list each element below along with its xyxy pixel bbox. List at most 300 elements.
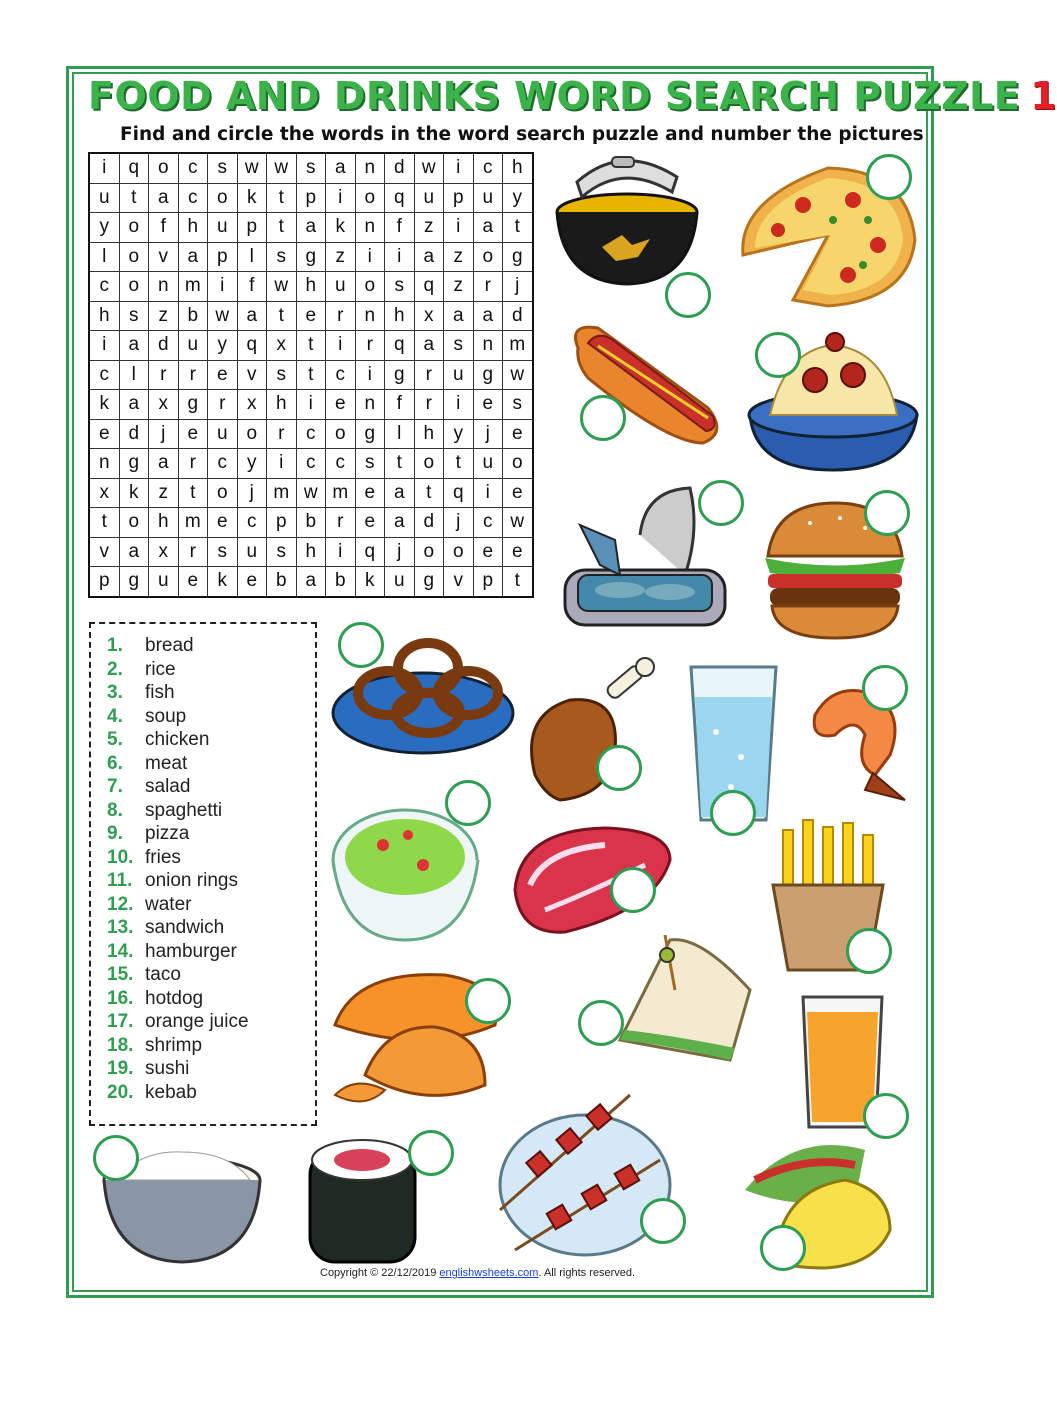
- grid-cell[interactable]: t: [178, 478, 208, 508]
- grid-cell[interactable]: x: [267, 331, 297, 361]
- grid-cell[interactable]: e: [326, 390, 356, 420]
- grid-cell[interactable]: t: [385, 449, 415, 479]
- copyright: [320, 1267, 635, 1279]
- grid-cell[interactable]: c: [89, 360, 119, 390]
- grid-cell[interactable]: z: [149, 301, 179, 331]
- grid-cell[interactable]: g: [473, 360, 503, 390]
- answer-circle-hotdog[interactable]: [580, 395, 626, 441]
- grid-cell[interactable]: j: [149, 419, 179, 449]
- grid-cell[interactable]: m: [267, 478, 297, 508]
- grid-cell[interactable]: d: [414, 508, 444, 538]
- grid-cell[interactable]: c: [89, 272, 119, 302]
- grid-cell[interactable]: r: [326, 301, 356, 331]
- grid-cell[interactable]: u: [326, 272, 356, 302]
- grid-cell[interactable]: n: [355, 390, 385, 420]
- grid-cell[interactable]: y: [89, 213, 119, 243]
- grid-cell[interactable]: r: [414, 360, 444, 390]
- grid-cell[interactable]: k: [355, 567, 385, 597]
- word-search-grid: [88, 152, 534, 598]
- grid-cell[interactable]: a: [119, 537, 149, 567]
- grid-cell[interactable]: e: [208, 360, 238, 390]
- grid-cell[interactable]: b: [267, 567, 297, 597]
- grid-cell[interactable]: z: [444, 272, 474, 302]
- grid-cell[interactable]: c: [326, 449, 356, 479]
- grid-row: [89, 153, 533, 183]
- grid-cell[interactable]: p: [296, 183, 326, 213]
- grid-cell[interactable]: x: [414, 301, 444, 331]
- answer-circle-taco[interactable]: [760, 1225, 806, 1271]
- word-text: soup: [145, 705, 187, 727]
- grid-cell[interactable]: x: [89, 478, 119, 508]
- word-number: 2.: [107, 658, 123, 680]
- grid-cell[interactable]: a: [326, 153, 356, 183]
- grid-cell[interactable]: a: [385, 508, 415, 538]
- grid-cell[interactable]: v: [237, 360, 267, 390]
- grid-cell[interactable]: i: [89, 331, 119, 361]
- grid-cell[interactable]: i: [444, 153, 474, 183]
- grid-cell[interactable]: g: [414, 567, 444, 597]
- grid-cell[interactable]: r: [178, 537, 208, 567]
- copyright-link[interactable]: englishwsheets.com: [439, 1267, 539, 1279]
- word-list-item: [107, 1034, 315, 1058]
- grid-cell[interactable]: o: [119, 213, 149, 243]
- word-number: 4.: [107, 705, 123, 727]
- grid-cell[interactable]: z: [444, 242, 474, 272]
- grid-cell[interactable]: s: [267, 537, 297, 567]
- grid-cell[interactable]: o: [208, 183, 238, 213]
- grid-cell[interactable]: r: [355, 331, 385, 361]
- grid-cell[interactable]: o: [237, 419, 267, 449]
- grid-row: [89, 567, 533, 597]
- grid-cell[interactable]: o: [355, 272, 385, 302]
- soup-icon: [552, 152, 702, 292]
- grid-cell[interactable]: m: [178, 508, 208, 538]
- grid-cell[interactable]: d: [119, 419, 149, 449]
- grid-cell[interactable]: v: [444, 567, 474, 597]
- grid-cell[interactable]: j: [237, 478, 267, 508]
- grid-cell[interactable]: e: [355, 478, 385, 508]
- grid-cell[interactable]: k: [208, 567, 238, 597]
- word-list-item: [107, 705, 315, 729]
- word-number: 19.: [107, 1058, 134, 1079]
- grid-cell[interactable]: e: [178, 567, 208, 597]
- grid-row: [89, 537, 533, 567]
- grid-cell[interactable]: i: [385, 242, 415, 272]
- grid-cell[interactable]: p: [473, 567, 503, 597]
- grid-cell[interactable]: l: [119, 360, 149, 390]
- grid-cell[interactable]: e: [473, 390, 503, 420]
- grid-cell[interactable]: d: [503, 301, 533, 331]
- grid-cell[interactable]: s: [444, 331, 474, 361]
- grid-cell[interactable]: w: [503, 360, 533, 390]
- grid-cell[interactable]: w: [414, 153, 444, 183]
- grid-cell[interactable]: h: [503, 153, 533, 183]
- grid-cell[interactable]: o: [473, 242, 503, 272]
- grid-cell[interactable]: e: [473, 537, 503, 567]
- word-text: kebab: [145, 1081, 197, 1103]
- grid-cell[interactable]: i: [355, 242, 385, 272]
- grid-cell[interactable]: a: [296, 567, 326, 597]
- word-text: fries: [145, 846, 181, 868]
- grid-cell[interactable]: s: [503, 390, 533, 420]
- grid-cell[interactable]: p: [267, 508, 297, 538]
- grid-row: [89, 390, 533, 420]
- grid-cell[interactable]: k: [89, 390, 119, 420]
- grid-cell[interactable]: a: [119, 390, 149, 420]
- grid-cell[interactable]: j: [444, 508, 474, 538]
- answer-circle-sandwich[interactable]: [578, 1000, 624, 1046]
- grid-cell[interactable]: s: [355, 449, 385, 479]
- grid-cell[interactable]: g: [296, 242, 326, 272]
- grid-cell[interactable]: i: [267, 449, 297, 479]
- grid-cell[interactable]: u: [208, 213, 238, 243]
- grid-cell[interactable]: e: [503, 478, 533, 508]
- grid-cell[interactable]: b: [178, 301, 208, 331]
- grid-cell[interactable]: k: [119, 478, 149, 508]
- word-number: 3.: [107, 682, 123, 703]
- grid-cell[interactable]: w: [267, 272, 297, 302]
- grid-cell[interactable]: o: [414, 537, 444, 567]
- grid-cell[interactable]: f: [237, 272, 267, 302]
- grid-cell[interactable]: d: [149, 331, 179, 361]
- grid-cell[interactable]: g: [385, 360, 415, 390]
- copyright-prefix: Copyright © 22/12/2019: [320, 1267, 440, 1279]
- grid-cell[interactable]: a: [119, 331, 149, 361]
- word-list-item: [107, 728, 315, 752]
- word-number: 15.: [107, 964, 134, 985]
- grid-row: [89, 183, 533, 213]
- grid-cell[interactable]: a: [149, 183, 179, 213]
- word-text: taco: [145, 964, 181, 985]
- grid-cell[interactable]: m: [503, 331, 533, 361]
- word-number: 6.: [107, 752, 123, 774]
- grid-cell[interactable]: s: [267, 242, 297, 272]
- grid-cell[interactable]: n: [355, 153, 385, 183]
- word-list-item: [107, 799, 315, 823]
- grid-cell[interactable]: p: [237, 213, 267, 243]
- grid-cell[interactable]: c: [326, 360, 356, 390]
- grid-cell[interactable]: j: [473, 419, 503, 449]
- grid-cell[interactable]: y: [237, 449, 267, 479]
- grid-cell[interactable]: i: [296, 390, 326, 420]
- grid-cell[interactable]: p: [208, 242, 238, 272]
- grid-cell[interactable]: m: [178, 272, 208, 302]
- grid-cell[interactable]: r: [178, 360, 208, 390]
- word-text: hamburger: [145, 940, 237, 962]
- grid-cell[interactable]: i: [473, 478, 503, 508]
- grid-cell[interactable]: o: [414, 449, 444, 479]
- word-text: shrimp: [145, 1034, 203, 1056]
- grid-cell[interactable]: y: [444, 419, 474, 449]
- grid-cell[interactable]: h: [385, 301, 415, 331]
- word-text: meat: [145, 752, 188, 774]
- grid-cell[interactable]: x: [237, 390, 267, 420]
- grid-cell[interactable]: p: [89, 567, 119, 597]
- word-number: 9.: [107, 823, 123, 844]
- grid-cell[interactable]: t: [267, 183, 297, 213]
- grid-cell[interactable]: o: [503, 449, 533, 479]
- page-title: [88, 74, 1057, 118]
- grid-cell[interactable]: a: [414, 242, 444, 272]
- grid-cell[interactable]: a: [149, 449, 179, 479]
- grid-cell[interactable]: r: [414, 390, 444, 420]
- grid-cell[interactable]: z: [414, 213, 444, 243]
- grid-cell[interactable]: o: [119, 508, 149, 538]
- word-number: 10.: [107, 846, 134, 868]
- grid-cell[interactable]: x: [149, 537, 179, 567]
- answer-circle-rice[interactable]: [93, 1135, 139, 1181]
- grid-cell[interactable]: g: [119, 567, 149, 597]
- grid-cell[interactable]: t: [267, 213, 297, 243]
- answer-circle-sushi[interactable]: [408, 1130, 454, 1176]
- answer-circle-water[interactable]: [710, 790, 756, 836]
- grid-cell[interactable]: r: [208, 390, 238, 420]
- word-list-item: [107, 775, 315, 799]
- grid-cell[interactable]: g: [355, 419, 385, 449]
- grid-cell[interactable]: a: [178, 242, 208, 272]
- grid-cell[interactable]: i: [326, 183, 356, 213]
- grid-cell[interactable]: o: [444, 537, 474, 567]
- grid-cell[interactable]: w: [237, 153, 267, 183]
- grid-cell[interactable]: u: [237, 537, 267, 567]
- grid-cell[interactable]: i: [326, 331, 356, 361]
- answer-circle-salad[interactable]: [445, 780, 491, 826]
- grid-cell[interactable]: e: [89, 419, 119, 449]
- sandwich-icon: [610, 930, 760, 1065]
- grid-cell[interactable]: u: [473, 183, 503, 213]
- grid-cell[interactable]: a: [296, 213, 326, 243]
- answer-circle-meat[interactable]: [610, 867, 656, 913]
- grid-row: [89, 272, 533, 302]
- grid-cell[interactable]: a: [473, 213, 503, 243]
- grid-cell[interactable]: o: [119, 242, 149, 272]
- grid-cell[interactable]: i: [444, 213, 474, 243]
- grid-cell[interactable]: u: [473, 449, 503, 479]
- grid-cell[interactable]: u: [178, 331, 208, 361]
- grid-cell[interactable]: a: [414, 331, 444, 361]
- grid-cell[interactable]: u: [89, 183, 119, 213]
- grid-cell[interactable]: b: [296, 508, 326, 538]
- grid-cell[interactable]: h: [267, 390, 297, 420]
- grid-cell[interactable]: c: [237, 508, 267, 538]
- grid-cell[interactable]: h: [89, 301, 119, 331]
- grid-cell[interactable]: k: [237, 183, 267, 213]
- grid-cell[interactable]: g: [178, 390, 208, 420]
- grid-cell[interactable]: e: [237, 567, 267, 597]
- grid-cell[interactable]: r: [326, 508, 356, 538]
- grid-cell[interactable]: f: [149, 213, 179, 243]
- grid-cell[interactable]: q: [414, 272, 444, 302]
- grid-cell[interactable]: j: [385, 537, 415, 567]
- grid-cell[interactable]: e: [503, 537, 533, 567]
- answer-circle-spaghetti[interactable]: [755, 332, 801, 378]
- grid-cell[interactable]: w: [208, 301, 238, 331]
- grid-cell[interactable]: h: [414, 419, 444, 449]
- grid-cell[interactable]: q: [385, 331, 415, 361]
- grid-row: [89, 213, 533, 243]
- grid-cell[interactable]: m: [326, 478, 356, 508]
- grid-cell[interactable]: c: [473, 153, 503, 183]
- grid-cell[interactable]: s: [296, 153, 326, 183]
- grid-cell[interactable]: s: [385, 272, 415, 302]
- grid-cell[interactable]: u: [385, 567, 415, 597]
- grid-cell[interactable]: x: [149, 390, 179, 420]
- grid-cell[interactable]: e: [355, 508, 385, 538]
- grid-cell[interactable]: t: [267, 301, 297, 331]
- grid-cell[interactable]: t: [444, 449, 474, 479]
- grid-cell[interactable]: e: [178, 419, 208, 449]
- answer-circle-onion-rings[interactable]: [338, 622, 384, 668]
- grid-cell[interactable]: l: [385, 419, 415, 449]
- grid-cell[interactable]: q: [237, 331, 267, 361]
- grid-cell[interactable]: i: [444, 390, 474, 420]
- word-list-item: [107, 1057, 315, 1081]
- grid-cell[interactable]: o: [326, 419, 356, 449]
- grid-cell[interactable]: h: [296, 537, 326, 567]
- grid-cell[interactable]: w: [296, 478, 326, 508]
- answer-circle-kebab[interactable]: [640, 1198, 686, 1244]
- grid-cell[interactable]: i: [355, 360, 385, 390]
- grid-cell[interactable]: g: [503, 242, 533, 272]
- grid-cell[interactable]: r: [178, 449, 208, 479]
- kebab-icon: [490, 1090, 675, 1265]
- grid-cell[interactable]: r: [267, 419, 297, 449]
- grid-cell[interactable]: o: [355, 183, 385, 213]
- answer-circle-fries[interactable]: [846, 928, 892, 974]
- grid-row: [89, 242, 533, 272]
- grid-cell[interactable]: t: [89, 508, 119, 538]
- grid-cell[interactable]: t: [414, 478, 444, 508]
- grid-cell[interactable]: y: [208, 331, 238, 361]
- word-list-item: [107, 658, 315, 682]
- grid-cell[interactable]: n: [149, 272, 179, 302]
- grid-cell[interactable]: c: [296, 419, 326, 449]
- word-number: 7.: [107, 776, 123, 797]
- answer-circle-soup[interactable]: [665, 272, 711, 318]
- grid-cell[interactable]: q: [355, 537, 385, 567]
- grid-cell[interactable]: z: [326, 242, 356, 272]
- grid-cell[interactable]: c: [178, 183, 208, 213]
- grid-cell[interactable]: u: [208, 419, 238, 449]
- grid-cell[interactable]: j: [503, 272, 533, 302]
- word-list-item: [107, 752, 315, 776]
- word-number: 1.: [107, 635, 123, 656]
- answer-circle-hamburger[interactable]: [864, 490, 910, 536]
- word-number: 18.: [107, 1034, 134, 1056]
- word-number: 11.: [107, 870, 133, 891]
- grid-cell[interactable]: p: [444, 183, 474, 213]
- grid-cell[interactable]: r: [149, 360, 179, 390]
- grid-cell[interactable]: w: [267, 153, 297, 183]
- grid-cell[interactable]: q: [444, 478, 474, 508]
- grid-cell[interactable]: y: [503, 183, 533, 213]
- grid-cell[interactable]: i: [89, 153, 119, 183]
- grid-cell[interactable]: c: [473, 508, 503, 538]
- word-list-item: [107, 822, 315, 846]
- word-number: 12.: [107, 893, 134, 915]
- grid-cell[interactable]: e: [208, 508, 238, 538]
- answer-circle-fish[interactable]: [698, 480, 744, 526]
- grid-cell[interactable]: f: [385, 213, 415, 243]
- grid-cell[interactable]: f: [385, 390, 415, 420]
- grid-cell[interactable]: c: [208, 449, 238, 479]
- grid-cell[interactable]: q: [119, 153, 149, 183]
- grid-cell[interactable]: l: [237, 242, 267, 272]
- grid-cell[interactable]: t: [503, 213, 533, 243]
- grid-cell[interactable]: d: [385, 153, 415, 183]
- grid-cell[interactable]: w: [503, 508, 533, 538]
- grid-cell[interactable]: t: [119, 183, 149, 213]
- grid-cell[interactable]: a: [444, 301, 474, 331]
- word-number: 17.: [107, 1011, 134, 1032]
- grid-cell[interactable]: v: [89, 537, 119, 567]
- answer-circle-shrimp[interactable]: [862, 665, 908, 711]
- grid-cell[interactable]: o: [208, 478, 238, 508]
- grid-cell[interactable]: v: [149, 242, 179, 272]
- answer-circle-chicken[interactable]: [596, 745, 642, 791]
- grid-cell[interactable]: c: [296, 449, 326, 479]
- grid-cell[interactable]: o: [149, 153, 179, 183]
- grid-cell[interactable]: l: [89, 242, 119, 272]
- answer-circle-orange-juice[interactable]: [863, 1093, 909, 1139]
- grid-cell[interactable]: s: [119, 301, 149, 331]
- grid-cell[interactable]: n: [89, 449, 119, 479]
- word-number: 13.: [107, 917, 134, 938]
- word-number: 20.: [107, 1081, 134, 1103]
- grid-cell[interactable]: o: [119, 272, 149, 302]
- grid-cell[interactable]: t: [296, 360, 326, 390]
- grid-cell[interactable]: t: [296, 331, 326, 361]
- grid-cell[interactable]: e: [503, 419, 533, 449]
- grid-cell[interactable]: a: [473, 301, 503, 331]
- grid-cell[interactable]: s: [208, 153, 238, 183]
- grid-cell[interactable]: e: [296, 301, 326, 331]
- grid-cell[interactable]: s: [267, 360, 297, 390]
- grid-cell[interactable]: b: [326, 567, 356, 597]
- word-list-item: [107, 1081, 315, 1105]
- grid-cell[interactable]: z: [149, 478, 179, 508]
- answer-circle-pizza[interactable]: [866, 154, 912, 200]
- grid-cell[interactable]: t: [503, 567, 533, 597]
- grid-cell[interactable]: h: [296, 272, 326, 302]
- grid-cell[interactable]: u: [149, 567, 179, 597]
- word-list-item: [107, 940, 315, 964]
- grid-cell[interactable]: a: [237, 301, 267, 331]
- grid-cell[interactable]: h: [178, 213, 208, 243]
- grid-cell[interactable]: n: [355, 213, 385, 243]
- grid-cell[interactable]: n: [473, 331, 503, 361]
- grid-cell[interactable]: c: [178, 153, 208, 183]
- grid-cell[interactable]: q: [385, 183, 415, 213]
- grid-cell[interactable]: r: [473, 272, 503, 302]
- grid-cell[interactable]: g: [119, 449, 149, 479]
- word-list-item: [107, 963, 315, 987]
- grid-cell[interactable]: u: [444, 360, 474, 390]
- grid-cell[interactable]: k: [326, 213, 356, 243]
- grid-cell[interactable]: n: [355, 301, 385, 331]
- word-list-item: [107, 987, 315, 1011]
- grid-cell[interactable]: u: [414, 183, 444, 213]
- grid-cell[interactable]: i: [326, 537, 356, 567]
- grid-cell[interactable]: h: [149, 508, 179, 538]
- grid-cell[interactable]: s: [208, 537, 238, 567]
- chicken-icon: [520, 655, 670, 805]
- grid-cell[interactable]: a: [385, 478, 415, 508]
- grid-cell[interactable]: i: [208, 272, 238, 302]
- word-list-item: [107, 893, 315, 917]
- answer-circle-bread[interactable]: [465, 978, 511, 1024]
- grid-row: [89, 449, 533, 479]
